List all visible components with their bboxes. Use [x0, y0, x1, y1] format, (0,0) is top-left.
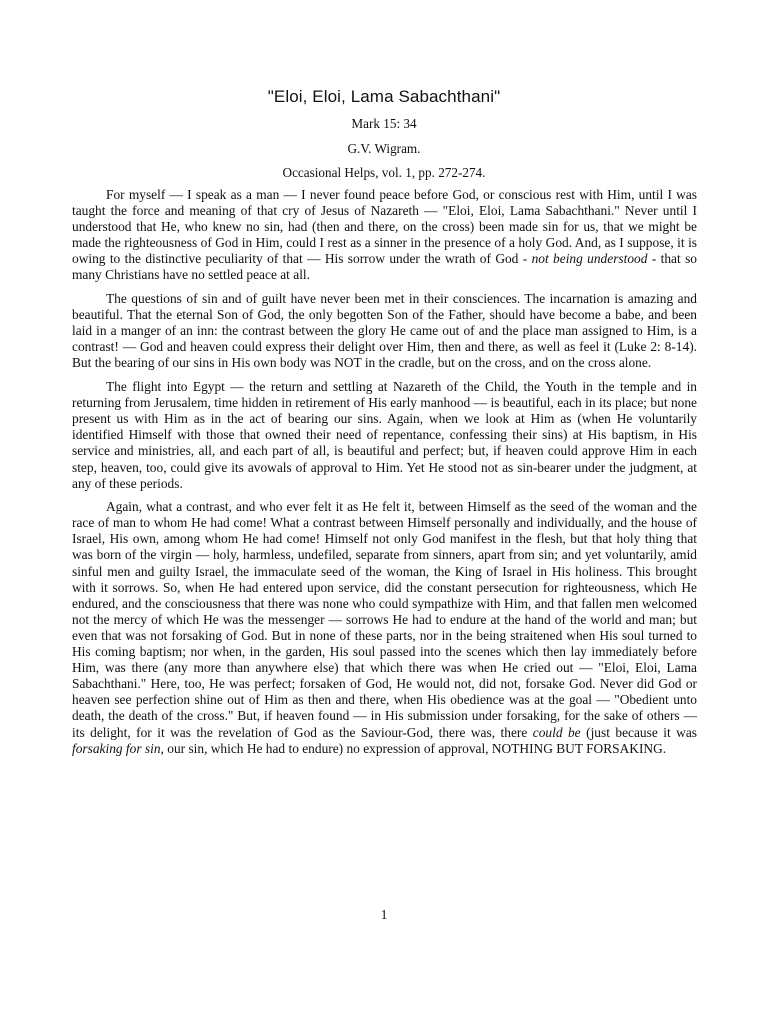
paragraph	[72, 187, 697, 284]
paragraph-text: The flight into Egypt — the return and settling at Nazareth of the Child, the Youth in the temple and in returning from Jerusalem, time hidden in retirement of His early manhood — is beautiful, each in its place; but none present us with Him as in the act of bearing our sins. Again, when we look at Him as (when He voluntarily identified Himself with those that owned their need of repentance, confessing their sins) at His baptism, in His service and ministries, all, and each part of all, is beautiful and perfect; but, if heaven could approve Him in each step, heaven, too, could give its avowals of approval to Him. Yet He stood not as sin-bearer under the judgment, at any of these periods.	[72, 379, 697, 491]
source-citation: Occasional Helps, vol. 1, pp. 272-274.	[282, 165, 486, 180]
scripture-reference: Mark 15: 34	[351, 116, 417, 131]
paragraph	[72, 379, 697, 492]
paragraph-text: , our sin, which He had to endure) no expression of approval, NOTHING BUT FORSAKING.	[160, 740, 667, 756]
paragraph	[72, 291, 697, 371]
document-body	[72, 187, 697, 764]
emphasized-text: could be	[532, 724, 581, 740]
paragraph-text: Again, what a contrast, and who ever felt it as He felt it, between Himself as the seed of the woman and the race of man to whom He had come! What a contrast between Himself personally and individually, and the house of Israel, His own, among whom He had come! Himself not only God manifest in the flesh, but that holy thing that was born of the virgin — holy, harmless, undefiled, separate from sinners, apart from sin; and yet voluntarily, amid sinful men and guilty Israel, the immaculate seed of the woman, the King of Israel in His holiness. This brought with it sorrows. So, when He had entered upon service, did the constant persecution for righteousness, which He endured, and the consciousness that there was none who could sympathize with Him, and that fallen men welcomed not the mercy of which He was the messenger — sorrows He had to endure at the hand of the world and man; but even that was not forsaking of God. But in none of these parts, nor in the being straitened when His soul turned to His coming baptism; nor when, in the garden, His soul passed into the scenes which then lay immediately before Him, was there (any more than anywhere else) that which there was when He cried out — "Eloi, Eloi, Lama Sabachthani." Here, too, He was perfect; forsaken of God, He would not, did not, forsake God. Never did God or heaven see perfection shine out of Him as then and there, when His obedience was at the goal — "Obedient unto death, the death of the cross." But, if heaven found — in His submission under forsaking, for the sake of others — its delight, for it was the revelation of God as the Saviour-God, there was, there	[72, 499, 697, 740]
paragraph-text: - that so many Christians have no settled peace at all.	[72, 251, 697, 283]
paragraph-text: For myself — I speak as a man — I never found peace before God, or conscious rest with Him, until I was taught the force and meaning of that cry of Jesus of Nazareth — "Eloi, Eloi, Lama Sabachthani." Never until I understood that He, who knew no sin, had (then and there, on the cross) been made sin for us, that we might be made the righteousness of God in Him, could I rest as a sinner in the presence of a holy God. And, as I suppose, it is owing to the distinctive peculiarity of that — His sorrow under the wrath of God -	[72, 187, 697, 267]
paragraph	[72, 499, 697, 757]
paragraph-text: The questions of sin and of guilt have never been met in their consciences. The incarnation is amazing and beautiful. That the eternal Son of God, the only begotten Son of the Father, should have become a babe, and been laid in a manger of an inn: the contrast between the glory He came out of and the place man assigned to Him, is a contrast! — God and heaven could express their delight over Him, then and there, as well as feel it (Luke 2: 8-14). But the bearing of our sins in His own body was NOT in the cradle, but on the cross, and on the cross alone.	[72, 291, 697, 371]
author-name: G.V. Wigram.	[347, 141, 421, 156]
paragraph-text: (just because it was	[580, 724, 697, 740]
emphasized-text: forsaking for sin	[72, 740, 161, 756]
document-title: "Eloi, Eloi, Lama Sabachthani"	[267, 87, 501, 106]
emphasized-text: not being understood	[531, 251, 648, 267]
page-number: 1	[380, 907, 388, 922]
